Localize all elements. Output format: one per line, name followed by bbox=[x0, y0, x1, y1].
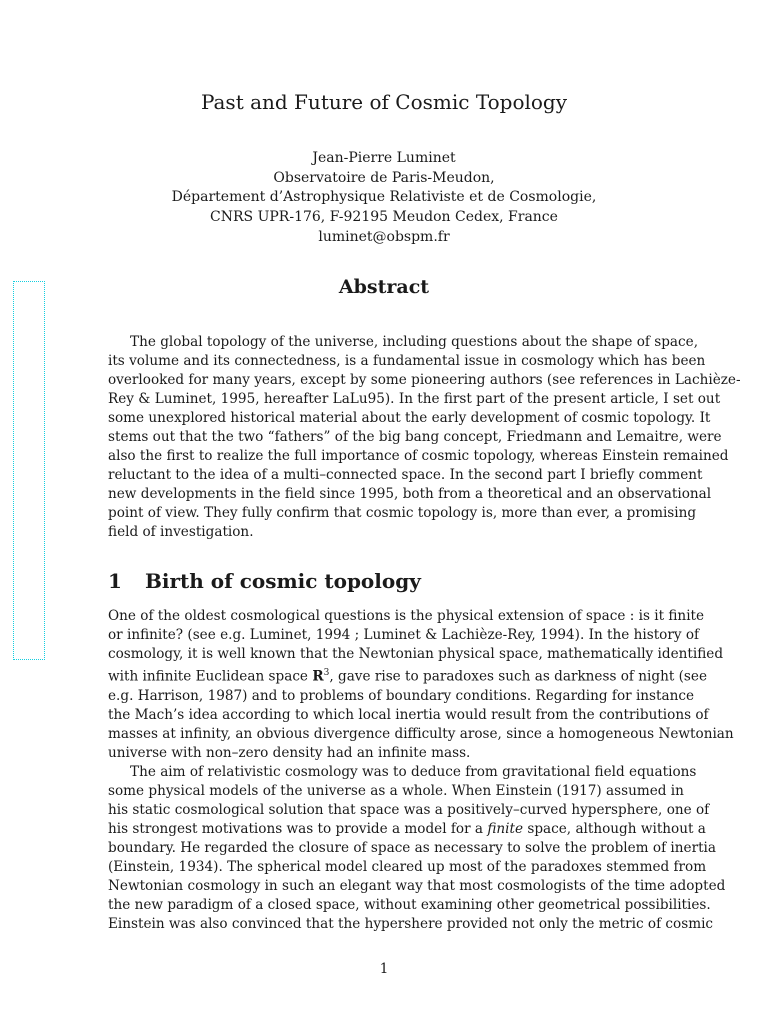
emphasis-finite: finite bbox=[487, 820, 524, 837]
abstract-line: overlooked for many years, except by some pioneering authors (see references in Lachièze- bbox=[108, 372, 741, 388]
author-email: luminet@obspm.fr bbox=[318, 228, 450, 245]
body-line: universe with non–zero density had an infinite mass. bbox=[108, 744, 471, 761]
abstract-line: The global topology of the universe, including questions about the shape of space, bbox=[130, 334, 699, 350]
body-line: or infinite? (see e.g. Luminet, 1994 ; Luminet & Lachièze-Rey, 1994). In the history of bbox=[108, 627, 700, 643]
abstract-line: stems out that the two “fathers” of the big bang concept, Friedmann and Lemaitre, were bbox=[108, 429, 722, 445]
abstract-line: Rey & Luminet, 1995, hereafter LaLu95). In the first part of the present article, I set out bbox=[108, 391, 721, 407]
body-line: Newtonian cosmology in such an elegant way that most cosmologists of the time adopted bbox=[108, 877, 726, 894]
line-text: space, although without a bbox=[523, 820, 706, 837]
body-line: (Einstein, 1934). The spherical model cleared up most of the paradoxes stemmed from bbox=[108, 858, 707, 875]
author-block bbox=[0, 149, 768, 248]
margin-selection-box bbox=[13, 281, 45, 660]
paper-title: Past and Future of Cosmic Topology bbox=[200, 90, 568, 114]
body-line bbox=[108, 664, 707, 687]
line-text: with infinite Euclidean space bbox=[108, 668, 313, 685]
section-title: Birth of cosmic topology bbox=[145, 569, 421, 593]
body-line: boundary. He regarded the closure of space as necessary to solve the problem of inertia bbox=[108, 839, 716, 856]
abstract-line: reluctant to the idea of a multi–connected space. In the second part I briefly comment bbox=[108, 467, 703, 483]
body-line: the new paradigm of a closed space, without examining other geometrical possibilities. bbox=[108, 896, 711, 913]
body-line: Einstein was also convinced that the hypershere provided not only the metric of cosmic bbox=[108, 915, 714, 932]
section-number: 1 bbox=[108, 569, 122, 593]
abstract-line: field of investigation. bbox=[108, 524, 254, 540]
abstract-line: new developments in the field since 1995, both from a theoretical and an observational bbox=[108, 486, 712, 502]
page-number: 1 bbox=[379, 961, 389, 977]
author-name: Jean-Pierre Luminet bbox=[312, 150, 456, 166]
body-line: his static cosmological solution that space was a positively–curved hypersphere, one of bbox=[108, 801, 710, 818]
abstract-text bbox=[108, 333, 741, 542]
body-line: cosmology, it is well known that the Newtonian physical space, mathematically identified bbox=[108, 646, 724, 662]
body-line: One of the oldest cosmological questions is the physical extension of space : is it finite bbox=[108, 608, 705, 624]
body-line: e.g. Harrison, 1987) and to problems of boundary conditions. Regarding for instance bbox=[108, 687, 695, 704]
section-heading bbox=[108, 567, 421, 595]
abstract-line: some unexplored historical material about the early development of cosmic topology. It bbox=[108, 410, 711, 426]
abstract-line: point of view. They fully confirm that cosmic topology is, more than ever, a promising bbox=[108, 505, 697, 521]
body-line: the Mach’s idea according to which local inertia would result from the contributions of bbox=[108, 706, 709, 723]
author-address: CNRS UPR-176, F-92195 Meudon Cedex, France bbox=[210, 209, 558, 226]
author-affiliation-2: Département d’Astrophysique Relativiste et de Cosmologie, bbox=[171, 189, 597, 206]
body-line: The aim of relativistic cosmology was to deduce from gravitational field equations bbox=[130, 763, 697, 780]
line-text: , gave rise to paradoxes such as darkness of night (see bbox=[329, 668, 707, 685]
author-affiliation-1: Observatoire de Paris-Meudon, bbox=[273, 169, 495, 186]
body-line: some physical models of the universe as a whole. When Einstein (1917) assumed in bbox=[108, 782, 684, 799]
dimension-exponent: 3 bbox=[323, 668, 330, 678]
abstract-heading: Abstract bbox=[338, 276, 430, 298]
real-space-symbol: R bbox=[312, 668, 324, 685]
abstract-line: its volume and its connectedness, is a fundamental issue in cosmology which has been bbox=[108, 353, 706, 369]
abstract-line: also the first to realize the full importance of cosmic topology, whereas Einstein remained bbox=[108, 448, 729, 464]
section-body bbox=[108, 607, 734, 934]
body-line: masses at infinity, an obvious divergence difficulty arose, since a homogeneous Newtonian bbox=[108, 725, 734, 742]
line-text: his strongest motivations was to provide a model for a bbox=[108, 820, 488, 837]
body-line bbox=[108, 820, 706, 839]
